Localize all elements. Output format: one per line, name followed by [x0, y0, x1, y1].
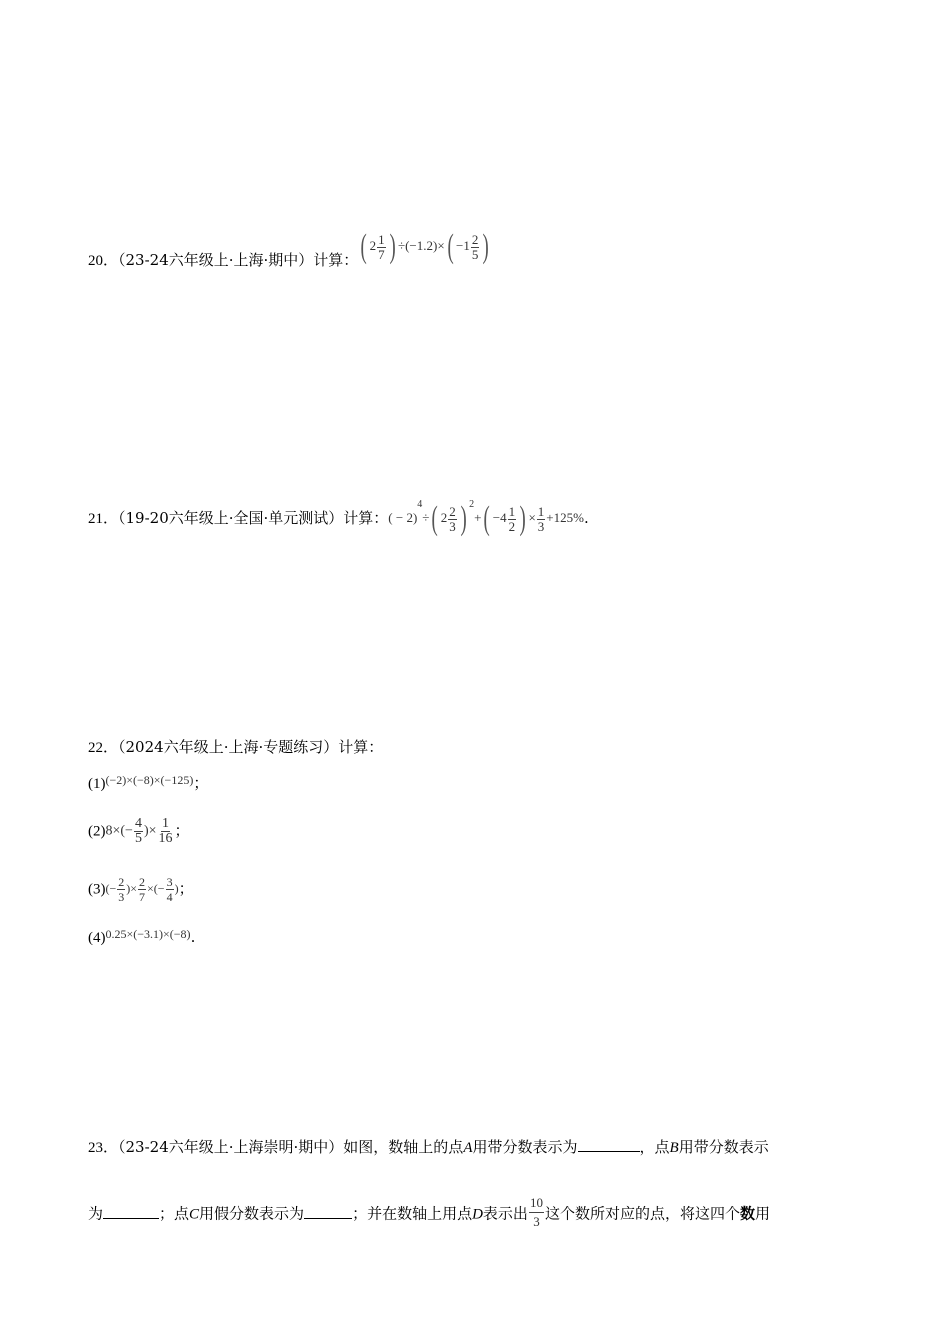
end-mark: .: [583, 509, 589, 527]
point-d: D: [472, 1206, 483, 1223]
question-22-item-3: (3)(− $\frac{2}{3}$ )× $\frac{2}{7}$ ×(− $\frac{3}{4}$ )；: [88, 875, 194, 904]
answer-blank-b[interactable]: [103, 1202, 159, 1219]
question-20: [88, 228, 492, 278]
question-source: （23-24六年级上·上海·期中）计算：: [118, 251, 359, 269]
question-number: 20．: [88, 253, 119, 269]
question-22: [88, 737, 383, 758]
fraction-10-3: $\frac{10}{3}$: [529, 1195, 543, 1229]
question-23-line-2: 为 ；点C用假分数表示为 ；并在数轴上用点D表示出 $\frac{10}{3}$ 这个数所对应的点，将这四个数用: [88, 1195, 770, 1229]
question-22-item-2: (2)8×(− $\frac{4}{5}$ )× $\frac{1}{16}$ ；: [88, 816, 190, 846]
expression-22-1: (−2)×(−8)×(−125): [105, 773, 194, 787]
question-source: （19-20六年级上·全国·单元测试）计算：: [118, 509, 389, 527]
question-22-item-1: $(1)^{(-2)\times(-8)\times(-125)}$；: [88, 773, 209, 792]
question-source: （23-24六年级上·上海崇明·期中）: [118, 1138, 344, 1156]
question-22-item-4: $(4)^{0.25\times(-3.1)\times(-8)}$.: [88, 927, 196, 946]
point-c: C: [189, 1206, 200, 1223]
answer-blank-c[interactable]: [304, 1202, 352, 1219]
question-number: 21．: [88, 511, 119, 527]
expression-21: ( − 2)$^4$÷( 2 $\frac{2}{3}$ ) $^2$+( −4 $\frac{1}{2}$ ) × $\frac{1}{3}$ +125%: [388, 498, 584, 537]
question-source: （2024六年级上·上海·专题练习）计算：: [118, 738, 384, 756]
question-number: 23．: [88, 1140, 119, 1156]
answer-blank-a[interactable]: [578, 1135, 640, 1152]
question-23-line-1: 23．（23-24六年级上·上海崇明·期中）如图，数轴上的点A用带分数表示为 ，点B用带分数表示: [88, 1135, 769, 1158]
point-a: A: [463, 1140, 473, 1156]
expression-22-3: (− $\frac{2}{3}$ )× $\frac{2}{7}$ ×(− $\frac{3}{4}$ ): [105, 875, 179, 904]
expression-22-4: 0.25×(−3.1)×(−8): [105, 927, 191, 941]
expression-22-2: 8×(− $\frac{4}{5}$ )× $\frac{1}{16}$: [105, 816, 173, 846]
question-21: [88, 498, 589, 537]
point-b: B: [669, 1140, 679, 1156]
question-number: 22．: [88, 740, 119, 756]
expression-20: ( 2 $\frac{1}{7}$ ) ÷(−1.2)×( −1 $\frac{2}{5}$ ): [360, 228, 490, 265]
